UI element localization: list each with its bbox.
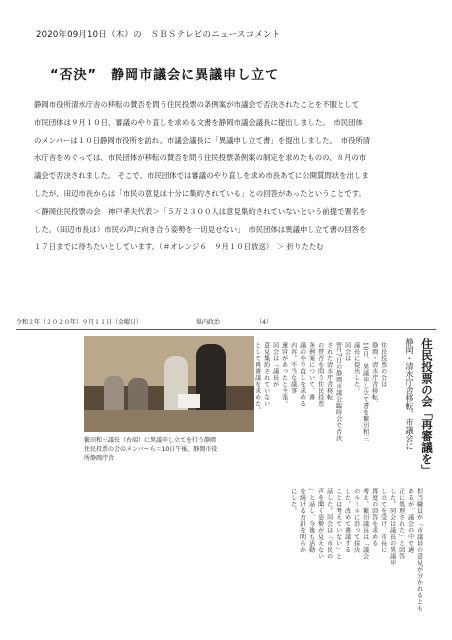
- intro-text: [34, 96, 430, 256]
- intro-line: 市民団体は９月１０日、審議のやり直しを求める文書を静岡市議会議長に提出しました。 市民団体: [34, 117, 363, 127]
- caption-line: 繁田和三議長（右端）に異議申し立てを行う静岡: [84, 437, 217, 444]
- article-column: 議長に提出した。: [352, 342, 360, 394]
- article-column: した。改めて審議する: [343, 488, 351, 553]
- article-column: あるが、議会の中で適: [406, 488, 414, 553]
- article-column: のルールに沿って採決: [352, 488, 360, 553]
- article-column: し立てを受け、市長に: [379, 488, 387, 553]
- article-column: された清水庁舎移転: [325, 342, 333, 401]
- article-title: 住民投票の会「再審議を」: [420, 338, 434, 476]
- article-column: 意見集約されていない: [262, 342, 270, 407]
- photo-caption: [84, 436, 256, 463]
- article-column: 条例案について、審: [307, 342, 315, 401]
- article-subtitle: 静岡・清水庁舎移転、市議会に: [405, 338, 414, 450]
- article-column: 静岡・清水庁舎移転、: [370, 342, 378, 407]
- clipping-header: [16, 316, 436, 330]
- article-column: 同会は: [343, 342, 351, 362]
- article-column: ことは考えていない」と: [334, 488, 342, 560]
- article-column: 10日、異議申し立て書を繁田和三: [361, 342, 369, 442]
- article-column: 住民投票の会は: [379, 342, 387, 388]
- article-column: 内容。不当な議事: [289, 342, 297, 394]
- article-column: 担当職員が「市議員の意見が分かれるとも: [415, 488, 423, 612]
- clipping-section: 県内政治: [196, 319, 221, 326]
- intro-line: 議会で否決されました。 そこで、市民団体では審議のやり直しを求め市長あてに公開質問状を出しま: [34, 171, 369, 181]
- intro-line: した。（田辺市長は）市民の声に向き合う姿勢を一切見せない」 市民団体は異議申し立て書の回答を: [34, 224, 367, 234]
- intro-line: １７日までに待ちたいとしています。（＃オレンジ６ ９月１０日放送） ＞ 折りたたむ: [34, 242, 324, 252]
- article-column: として再審議を求めた。: [253, 342, 261, 414]
- news-photo: [84, 336, 254, 432]
- article-column: 声を聞く姿勢が見えない: [316, 488, 324, 560]
- article-column: 正に処理された」と回答: [397, 488, 405, 560]
- article-column: した。同会は議長の異議申: [388, 488, 396, 566]
- article-column: 同会は「議長が: [271, 342, 279, 388]
- intro-line: 水庁舎をめぐっては、市民団体が移転の賛否を問う住民投票条例案の制定を求めたものの、８月の市: [34, 153, 367, 163]
- intro-line: 静岡市役所清水庁舎の移転の賛否を問う住民投票の条例案が市議会で否決されたことを不服として: [34, 100, 360, 109]
- article-column: 議のやり直しを求める: [298, 342, 306, 407]
- broadcast-header: 2020年09月10日（木）の ＳＢＳテレビのニュースコメント: [36, 30, 281, 40]
- article-column: 話した。同会は「市民の: [325, 488, 333, 560]
- article-column: を続ける方針を明らか: [298, 488, 306, 553]
- article-column: の賛否を問う住民投票: [316, 342, 324, 407]
- caption-line: 住民投票の会のメンバーら＝10日午後、静岡市役: [84, 446, 218, 453]
- intro-line: したが、田辺市長からは「市民の意見は十分に集約されている」との回答があったということです。: [34, 188, 366, 198]
- article-column: 運営があったと主張。: [280, 342, 288, 407]
- article-column: にした。: [289, 488, 297, 514]
- headline: “否決” 静岡市議会に異議申し立て: [50, 68, 280, 83]
- article-column: 」と話し、今後も活動: [307, 488, 315, 553]
- newspaper-clipping: [16, 316, 436, 632]
- article-column: 考え。繁田議長は「議会: [361, 488, 369, 560]
- clipping-page: （4）: [256, 319, 272, 326]
- clipping-date: 令和２年（２０２０年）９月１１日（金曜日）: [16, 319, 143, 326]
- article-column: 再度の回答を求める: [370, 488, 378, 547]
- intro-line: のメンバーは１０日静岡市役所を訪れ、市議会議長に「異議申し立て書」を提出しました。 市役所清: [34, 135, 371, 145]
- article-column: 8月7日の静岡市議会臨時会で否決: [334, 342, 342, 442]
- intro-line: ＜静岡住民投票の会 神戸孝夫代表＞「５万２３００人は意見集約されていないという前提で署名を: [34, 206, 367, 216]
- caption-line: 所静岡庁舎: [84, 455, 115, 462]
